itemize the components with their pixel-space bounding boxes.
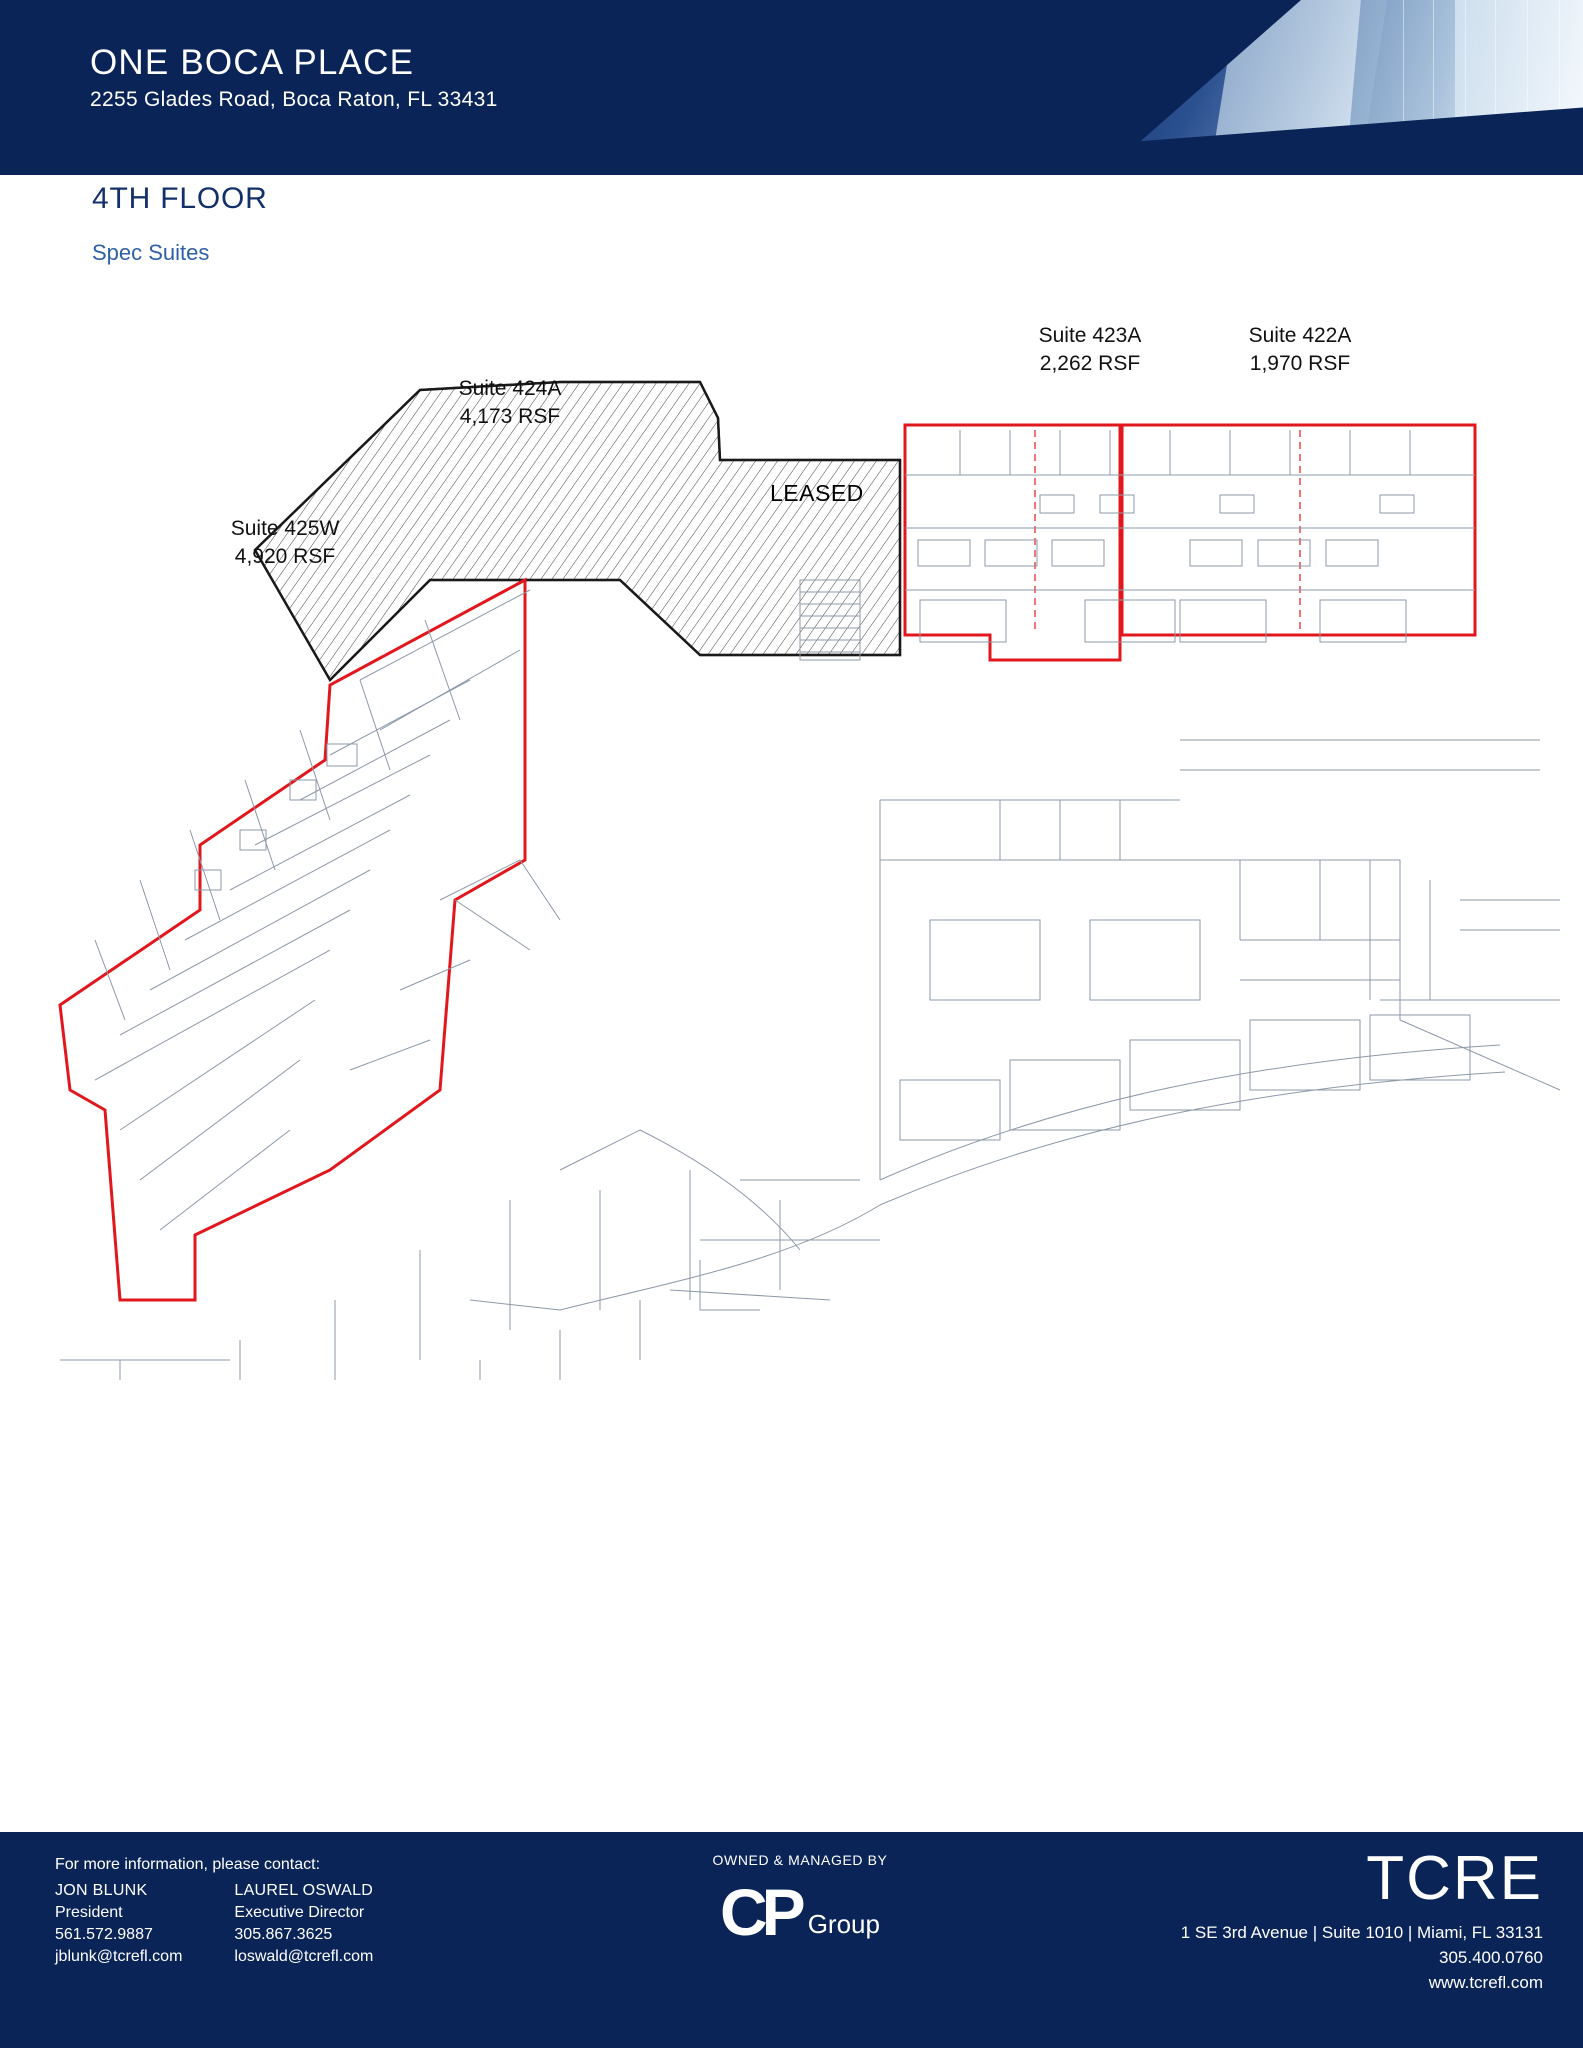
leased-label: LEASED xyxy=(770,480,864,506)
brand-website[interactable]: www.tcrefl.com xyxy=(1428,1973,1543,1992)
contact-2-title: Executive Director xyxy=(234,1904,365,1921)
contact-intro: For more information, please contact: xyxy=(55,1856,321,1873)
floor-plan xyxy=(0,300,1583,1380)
property-address: 2255 Glades Road, Boca Raton, FL 33431 xyxy=(90,88,498,111)
floor-plan-drawing xyxy=(0,300,1583,1380)
brand-phone[interactable]: 305.400.0760 xyxy=(1439,1948,1543,1967)
brand-address: 1 SE 3rd Avenue | Suite 1010 | Miami, FL 33131 xyxy=(1180,1923,1543,1942)
owned-managed-caption: OWNED & MANAGED BY xyxy=(712,1852,888,1868)
suite-425w-label: Suite 425W 4,920 RSF xyxy=(230,517,340,568)
cp-group-logo xyxy=(660,1875,940,1949)
tcre-brand-block xyxy=(1180,1844,1543,1995)
contact-card-2 xyxy=(234,1880,373,1968)
cp-logo-word: Group xyxy=(807,1909,880,1939)
contact-card-1 xyxy=(55,1880,182,1968)
cp-logo-mark: CP xyxy=(720,1875,800,1949)
suite-423a-outline xyxy=(905,425,1120,660)
contact-1-email[interactable]: jblunk@tcrefl.com xyxy=(55,1948,183,1965)
tcre-logo: TCRE xyxy=(1366,1844,1543,1913)
suite-425w-interior xyxy=(95,590,560,1230)
suite-424a-label: Suite 424A 4,173 RSF xyxy=(458,377,562,428)
header-text-block xyxy=(90,42,498,112)
contact-2-email[interactable]: loswald@tcrefl.com xyxy=(234,1948,374,1965)
suite-422a-label: Suite 422A 1,970 RSF xyxy=(1248,324,1352,375)
property-title: ONE BOCA PLACE xyxy=(90,43,415,82)
suite-423a-label: Suite 423A 2,262 RSF xyxy=(1038,324,1142,375)
header-building-photo xyxy=(1103,0,1583,175)
contact-2-name: LAUREL OSWALD xyxy=(234,1882,374,1899)
contact-1-title: President xyxy=(55,1904,123,1921)
plan-background-linework xyxy=(60,740,1560,1380)
contact-1-phone[interactable]: 561.572.9887 xyxy=(55,1926,153,1943)
floor-subtitle: Spec Suites xyxy=(92,240,210,265)
contact-2-phone[interactable]: 305.867.3625 xyxy=(234,1926,333,1943)
floor-title: 4TH FLOOR xyxy=(92,182,268,215)
contact-block xyxy=(55,1854,373,1968)
page-header xyxy=(0,0,1583,175)
page-footer xyxy=(0,1832,1583,2048)
contact-1-name: JON BLUNK xyxy=(55,1882,148,1899)
spec-suite-interior xyxy=(905,430,1475,642)
owner-block xyxy=(660,1852,940,1949)
